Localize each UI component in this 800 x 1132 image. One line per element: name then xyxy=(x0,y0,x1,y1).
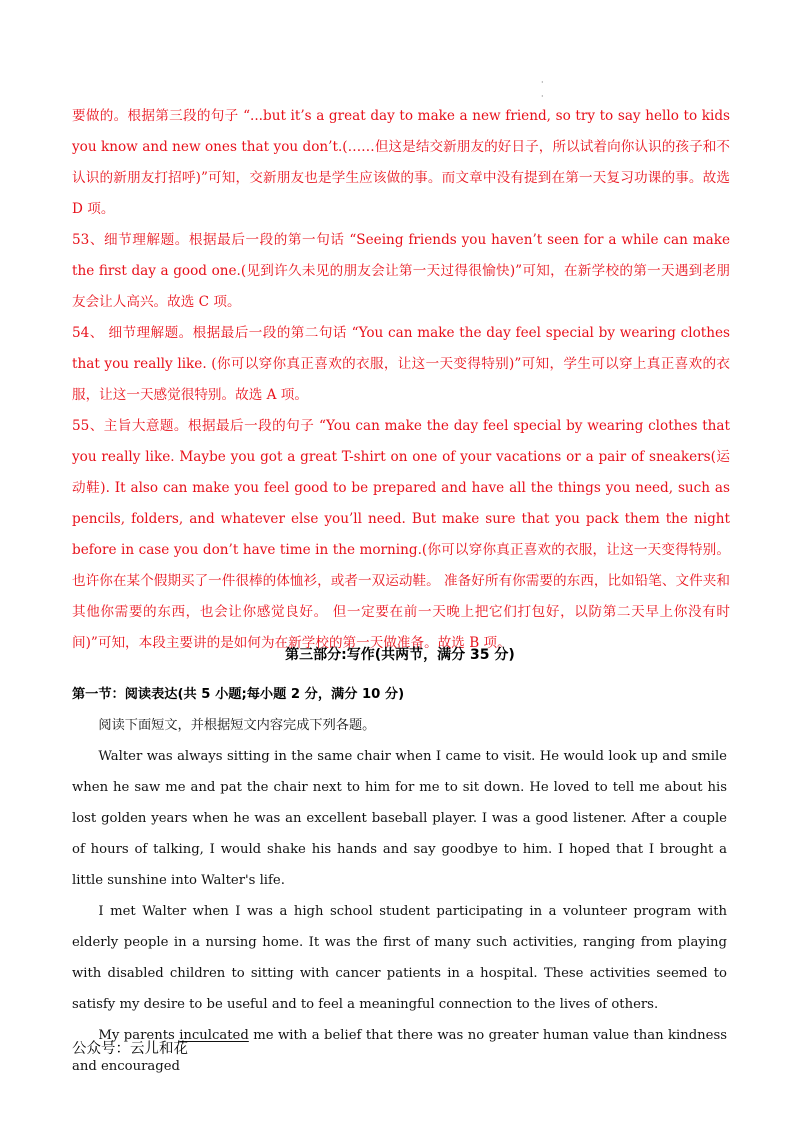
passage-paragraph: I met Walter when I was a high school student participating in a volunteer program with elderly people in a nursing home. It was the first of many such activities, ranging from playing with disabled children to sitting with cancer patients in a hospital. These activities seemed to satisfy my desire to be useful and to feel a meaningful connection to the lives of others. xyxy=(72,904,727,1012)
section-title: 第三部分:写作(共两节，满分 35 分) xyxy=(285,647,515,663)
reading-passage xyxy=(72,710,727,1082)
passage-text: me with a belief that there was no greater human value than kindness and encouraged xyxy=(72,1028,727,1074)
subsection-title: 第一节：阅读表达(共 5 小题;每小题 2 分，满分 10 分) xyxy=(72,687,405,702)
passage-paragraph: Walter was always sitting in the same chair when I came to visit. He would look up and smile when he saw me and pat the chair next to him for me to sit down. He loved to tell me about his lost golden years when he was an excellent baseball player. I was a good listener. After a couple of hours of talking, I would shake his hands and say goodbye to him. I hoped that I brought a little sunshine into Walter's life. xyxy=(72,749,727,888)
underlined-word: inculcated xyxy=(179,1028,249,1043)
answer-paragraph: 55、主旨大意题。根据最后一段的句子 “You can make the day feel special by wearing clothes that you really like. Maybe you got a great T-shirt on one of your vacations or a pair of sneakers(运动鞋). It also can make you feel good to be prepared and have all the things you need, such as pencils, folders, and whatever else you’ll need. But make sure that you pack them the night before in case you don’t have time in the morning.(你可以穿你真正喜欢的衣服，让这一天变得特别。 也许你在某个假期买了一件很棒的体恤衫，或者一双运动鞋。 准备好所有你需要的东西，比如铅笔、文件夹和其他你需要的东西，也会让你感觉良好。 但一定要在前一天晚上把它们打包好，以防第二天早上你没有时间)”可知，本段主要讲的是如何为在新学校的第一天做准备。故选 B 项。 xyxy=(72,418,730,651)
footer-label: 公众号：云儿和花 xyxy=(72,1041,188,1057)
instruction-text: 阅读下面短文，并根据短文内容完成下列各题。 xyxy=(98,718,376,733)
answer-paragraph: 54、 细节理解题。根据最后一段的第二句话 “You can make the day feel special by wearing clothes that you really like. (你可以穿你真正喜欢的衣服，让这一天变得特别)”可知，学生可以穿上真正喜欢的衣服，让这一天感觉很特别。故选 A 项。 xyxy=(72,325,730,403)
answer-explanations xyxy=(72,101,730,659)
answer-paragraph: 53、细节理解题。根据最后一段的第一句话 “Seeing friends you haven’t seen for a while can make the first day a good one.(见到许久未见的朋友会让第一天过得很愉快)”可知，在新学校的第一天遇到老朋友会让人高兴。故选 C 项。 xyxy=(72,232,730,310)
header-mark: · · xyxy=(541,78,544,101)
answer-paragraph: 要做的。根据第三段的句子 “...but it’s a great day to make a new friend, so try to say hello to kids you know and new ones that you don’t.(……但这是结交新朋友的好日子，所以试着向你认识的孩子和不认识的新朋友打招呼)”可知，交新朋友也是学生应该做的事。而文章中没有提到在第一天复习功课的事。故选 D 项。 xyxy=(72,108,730,217)
passage-text: My parents xyxy=(98,1028,180,1043)
